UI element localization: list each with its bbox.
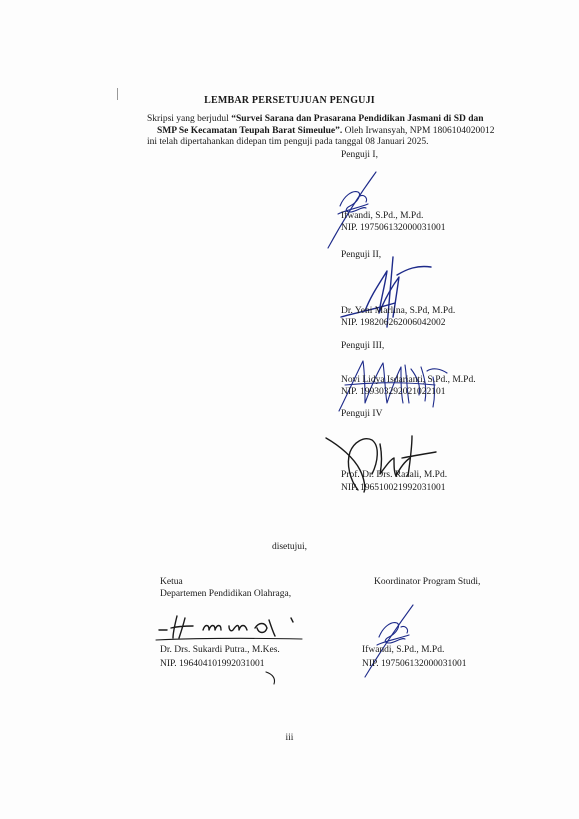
- ketua-role-line-2: Departemen Pendidikan Olahraga,: [160, 589, 292, 599]
- paragraph-line-3: ini telah dipertahankan didepan tim penguji pada tanggal 08 Januari 2025.: [147, 137, 429, 147]
- examiner-1-label: Penguji I,: [341, 150, 378, 160]
- paragraph-line-1: [147, 114, 507, 126]
- thesis-title-line-2: SMP Se Kecamatan Teupah Barat Simeulue”.: [157, 125, 343, 136]
- examiner-4-name: Prof. Dr. Drs. Razali, M.Pd.: [341, 470, 448, 480]
- ketua-nip: NIP. 196404101992031001: [160, 659, 265, 669]
- page-number: iii: [285, 733, 294, 743]
- ketua-name: Dr. Drs. Sukardi Putra., M.Kes.: [160, 645, 280, 655]
- koordinator-role: Koordinator Program Studi,: [374, 577, 481, 587]
- examiner-3-label: Penguji III,: [341, 341, 385, 351]
- ketua-role-line-1: Ketua: [160, 577, 183, 587]
- examiner-2-label: Penguji II,: [341, 250, 382, 260]
- paragraph-line-2: [147, 126, 507, 138]
- examiner-4-signature: [320, 418, 450, 493]
- examiner-4-label: Penguji IV: [341, 409, 383, 419]
- page-title: LEMBAR PERSETUJUAN PENGUJI: [204, 95, 375, 106]
- examiner-1-nip: NIP. 197506132000031001: [341, 223, 446, 233]
- approval-label: disetujui,: [271, 542, 308, 552]
- examiner-3-name: Novi Lidya Isdarianti, S.Pd., M.Pd.: [341, 375, 476, 385]
- koordinator-name: Ifwandi, S.Pd., M.Pd.: [362, 645, 445, 655]
- examiner-4-nip: NIP. 196510021992031001: [341, 483, 446, 493]
- examiner-2-nip: NIP. 198206262006042002: [341, 318, 446, 328]
- examiner-2-name: Dr. Yeni Marlina, S.Pd, M.Pd.: [341, 306, 456, 316]
- paragraph-lead: Skripsi yang berjudul: [147, 114, 232, 124]
- examiner-1-name: Ifwandi, S.Pd., M.Pd.: [341, 211, 424, 221]
- author-npm: Oleh Irwansyah, NPM 1806104020012: [342, 125, 495, 136]
- koordinator-nip: NIP. 197506132000031001: [362, 659, 467, 669]
- examiner-1-signature: [320, 160, 410, 250]
- thesis-title-line-1: “Survei Sarana dan Prasarana Pendidikan Jasmani di SD dan: [231, 114, 484, 124]
- approval-paragraph: [147, 114, 507, 149]
- examiner-3-nip: NIP. 199303292021022101: [341, 387, 446, 397]
